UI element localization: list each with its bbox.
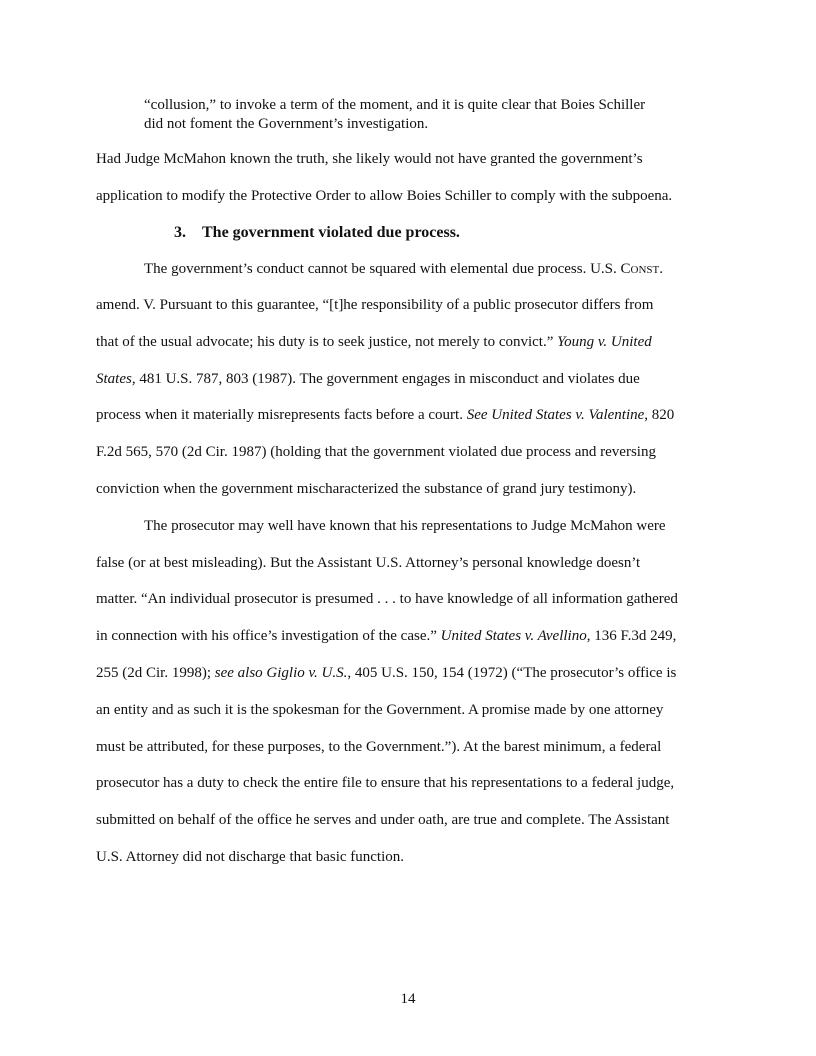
body-line (96, 627, 676, 646)
body-line: conviction when the government mischaracterized the substance of grand jury testimony). (96, 481, 637, 497)
body-line (96, 333, 652, 352)
body-line: must be attributed, for these purposes, to the Government.”). At the barest minimum, a federal (96, 739, 662, 755)
body-line: submitted on behalf of the office he serves and under oath, are true and complete. The Assistant (96, 812, 670, 828)
body-line: false (or at best misleading). But the Assistant U.S. Attorney’s personal knowledge doesn’t (96, 555, 641, 571)
body-line: prosecutor has a duty to check the entire file to ensure that his representations to a federal judge, (96, 775, 675, 791)
text-run: that of the usual advocate; his duty is to seek justice, not merely to convict.” (96, 334, 558, 350)
case-citation: United States v. Avellino (440, 628, 587, 644)
text-run: , 481 U.S. 787, 803 (1987). The government engages in misconduct and violates due (131, 371, 640, 387)
block-quote (144, 96, 684, 134)
body-line: U.S. Attorney did not discharge that basic function. (96, 849, 405, 865)
text-run: process when it materially misrepresents facts before a court. (96, 407, 467, 423)
text-run: , 405 U.S. 150, 154 (1972) (“The prosecutor’s office is (347, 665, 677, 681)
body-line (144, 260, 663, 279)
body-line (96, 664, 676, 683)
text-run: . (659, 261, 664, 277)
body-line: matter. “An individual prosecutor is presumed . . . to have knowledge of all information gathered (96, 591, 678, 607)
case-citation: See United States v. Valentine (466, 407, 645, 423)
text-run: , 136 F.3d 249, (586, 628, 677, 644)
section-number: 3. (174, 224, 186, 241)
text-run: The government’s conduct cannot be squared with elemental due process. U.S. (144, 261, 621, 277)
body-line (96, 406, 674, 425)
case-citation: see also Giglio v. U.S. (214, 665, 348, 681)
body-line: amend. V. Pursuant to this guarantee, “[t]he responsibility of a public prosecutor differs from (96, 297, 654, 313)
body-line: F.2d 565, 570 (2d Cir. 1987) (holding that the government violated due process and reversing (96, 444, 656, 460)
body-line: an entity and as such it is the spokesman for the Government. A promise made by one attorney (96, 702, 664, 718)
section-title: The government violated due process. (202, 224, 460, 241)
text-run: in connection with his office’s investigation of the case.” (96, 628, 441, 644)
body-line (96, 370, 640, 389)
body-line: The prosecutor may well have known that his representations to Judge McMahon were (144, 518, 666, 534)
block-quote-line: “collusion,” to invoke a term of the moment, and it is quite clear that Boies Schiller (144, 97, 646, 113)
body-line: Had Judge McMahon known the truth, she likely would not have granted the government’s (96, 151, 643, 167)
section-heading (174, 224, 460, 242)
case-citation: Young v. United (557, 334, 652, 350)
block-quote-line: did not foment the Government’s investigation. (144, 116, 429, 132)
body-line: application to modify the Protective Order to allow Boies Schiller to comply with the subpoena. (96, 188, 673, 204)
case-citation: States (96, 371, 132, 387)
text-run: 255 (2d Cir. 1998); (96, 665, 215, 681)
text-run: , 820 (644, 407, 675, 423)
page-number: 14 (400, 991, 416, 1007)
text-run: Const (620, 261, 660, 277)
